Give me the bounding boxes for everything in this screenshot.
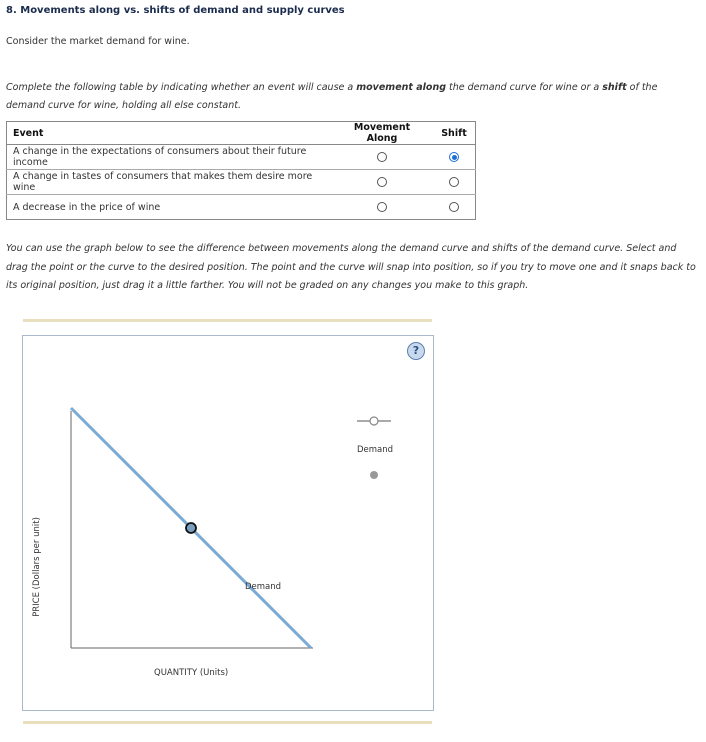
shift-radio[interactable] (449, 177, 459, 187)
movement-cell (331, 145, 433, 170)
header-shift: Shift (433, 122, 476, 145)
table-row (7, 170, 476, 195)
instructions-part1: Complete the following table by indicating whether an event will cause a (6, 82, 357, 93)
page-title: 8. Movements along vs. shifts of demand and supply curves (6, 5, 345, 16)
demand-point[interactable] (186, 523, 196, 533)
instructions (6, 79, 696, 115)
shift-radio[interactable] (449, 152, 459, 162)
instructions-part3: of the demand curve for wine, holding all else constant. (6, 82, 658, 111)
top-separator (23, 319, 432, 322)
instructions-bold1: movement along (356, 82, 447, 93)
event-label: A change in the expectations of consumers about their future income (7, 145, 332, 170)
shift-radio[interactable] (449, 202, 459, 212)
legend-marker[interactable] (370, 417, 378, 425)
y-axis-label: PRICE (Dollars per unit) (32, 517, 42, 617)
event-label: A change in tastes of consumers that makes them desire more wine (7, 170, 332, 195)
table-header-row (7, 122, 476, 145)
bottom-separator (23, 721, 432, 724)
legend-point-tool[interactable] (370, 471, 378, 479)
graph-instructions: You can use the graph below to see the difference between movements along the demand curve and shifts of the demand curve. Select and drag the point or the curve to the desired position. The point and the curve will snap into position, so if you try to move one and it snaps back to its original position, just drag it a little farther. You will not be graded on any changes you make to this graph. (6, 243, 696, 291)
x-axis-label: QUANTITY (Units) (154, 668, 229, 678)
demand-curve-label: Demand (245, 582, 282, 592)
shift-cell (433, 195, 476, 220)
legend-label: Demand (357, 445, 394, 455)
help-icon[interactable]: ? (407, 342, 425, 360)
movement-cell (331, 195, 433, 220)
instructions-bold2: shift (602, 82, 627, 93)
intro-text: Consider the market demand for wine. (6, 36, 190, 47)
events-table (6, 121, 476, 220)
header-movement-along: Movement Along (331, 122, 433, 145)
table-row (7, 145, 476, 170)
table-row (7, 195, 476, 220)
graph-canvas (23, 336, 433, 710)
movement-along-radio[interactable] (377, 152, 387, 162)
movement-along-radio[interactable] (377, 177, 387, 187)
graph-panel (22, 335, 434, 711)
movement-along-radio[interactable] (377, 202, 387, 212)
shift-cell (433, 145, 476, 170)
instructions-part2: the demand curve for wine or a (446, 82, 603, 93)
movement-cell (331, 170, 433, 195)
shift-cell (433, 170, 476, 195)
event-label: A decrease in the price of wine (7, 195, 332, 220)
header-event: Event (7, 122, 332, 145)
